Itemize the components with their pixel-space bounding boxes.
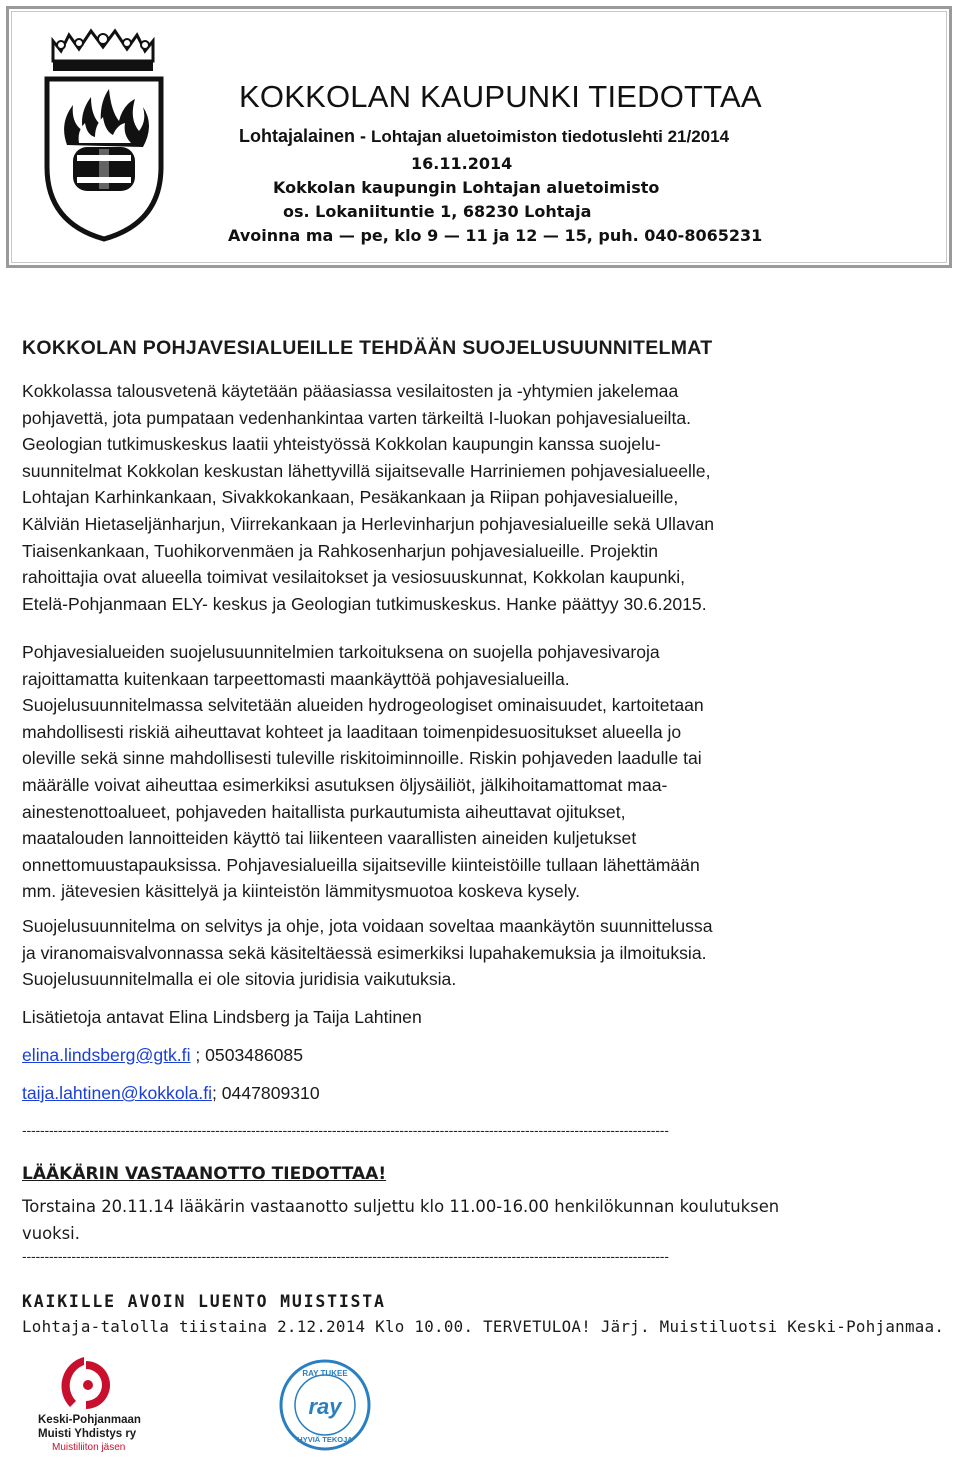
text-line: pohjavettä, jota pumpataan vedenhankintaa varten tärkeiltä I-luokan pohjavesialueilta. bbox=[22, 407, 692, 428]
office-name: Kokkolan kaupungin Lohtajan aluetoimisto bbox=[273, 178, 660, 197]
logo-text-line-3: Muistiliiton jäsen bbox=[52, 1442, 126, 1453]
text-line: Pohjavesialueiden suojelusuunnitelmien tarkoituksena on suojella pohjavesivaroja bbox=[22, 642, 660, 662]
text-line: Tiaisenkankaan, Tuohikorvenmäen ja Rahkosenharjun pohjavesialueille. Projektin bbox=[22, 540, 659, 561]
phone-number: ; 0503486085 bbox=[190, 1045, 303, 1065]
text-line: mahdollisesti riskiä aiheuttavat kohteet ja laaditaan toimenpidesuositukset alueella jo bbox=[22, 721, 682, 742]
text-line: Etelä-Pohjanmaan ELY- keskus ja Geologian tutkimuskeskus. Hanke päättyy 30.6.2015. bbox=[22, 593, 707, 614]
newsletter-header bbox=[6, 6, 952, 268]
text-line: mm. jätevesien käsittelyä ja kiinteistön lämmitysmuotoa koskeva kysely. bbox=[22, 881, 580, 902]
text-line: rajoittamatta kuitenkaan tarpeettomasti maankäyttöä pohjavesialueilla. bbox=[22, 668, 570, 689]
text-line: Kälviän Hietaseljänharjun, Viirrekankaan ja Herlevinharjun pohjavesialueille sekä Ullavan bbox=[22, 513, 715, 534]
article-paragraph-1 bbox=[22, 378, 942, 617]
contact-intro: Lisätietoja antavat Elina Lindsberg ja Taija Lahtinen bbox=[22, 1007, 422, 1027]
ray-center-text: ray bbox=[308, 1394, 342, 1419]
dashed-divider: ------------------------------------------------------------------------------------------------------------------------------------------------ bbox=[22, 1250, 669, 1265]
text-line: Suojelusuunnitelmalla ei ole sitovia juridisia vaikutuksia. bbox=[22, 969, 457, 990]
text-line: rahoittajia ovat alueella toimivat vesilaitokset ja vesiosuuskunnat, Kokkolan kaupunki, bbox=[22, 567, 686, 588]
text-line: Kokkolassa talousvetenä käytetään pääasiassa vesilaitosten ja -yhtymien jakelemaa bbox=[22, 381, 679, 401]
text-line: Suojelusuunnitelmassa selvitetään alueiden hydrogeologiset ominaisuudet, kartoitetaan bbox=[22, 695, 704, 716]
text-line: onnettomuustapauksissa. Pohjavesialueilla sijaitseville kiinteistöille tullaan lähettämään bbox=[22, 854, 700, 875]
dashed-divider: ------------------------------------------------------------------------------------------------------------------------------------------------ bbox=[22, 1124, 669, 1139]
article-paragraph-3 bbox=[22, 913, 942, 993]
newsletter-date: 16.11.2014 bbox=[411, 154, 513, 173]
memory-association-logo-icon bbox=[34, 1355, 164, 1455]
logo-text-line-1: Keski-Pohjanmaan bbox=[38, 1414, 141, 1426]
text-line: vuoksi. bbox=[22, 1224, 80, 1243]
office-hours: Avoinna ma — pe, klo 9 — 11 ja 12 — 15, puh. 040-8065231 bbox=[228, 226, 763, 245]
phone-number: ; 0447809310 bbox=[212, 1083, 320, 1103]
text-line: oleville sekä sinne mahdollisesti tuleville riskitoiminnoille. Riskin pohjaveden laadulle tai bbox=[22, 748, 702, 769]
text-line: maatalouden lannoitteiden käyttö tai liikenteen vaarallisten aineiden kuljetukset bbox=[22, 828, 637, 849]
doctor-notice-title: LÄÄKÄRIN VASTAANOTTO TIEDOTTAA! bbox=[22, 1164, 387, 1184]
text-line: Lohtajan Karhinkankaan, Sivakkokankaan, Pesäkankaan ja Riipan pohjavesialueille, bbox=[22, 487, 679, 508]
newsletter-subtitle bbox=[239, 126, 729, 147]
email-link-lahtinen[interactable]: taija.lahtinen@kokkola.fi bbox=[22, 1083, 212, 1103]
article-title: KOKKOLAN POHJAVESIALUEILLE TEHDÄÄN SUOJELUSUUNNITELMAT bbox=[22, 337, 713, 359]
office-address: os. Lokaniituntie 1, 68230 Lohtaja bbox=[283, 202, 592, 221]
ray-top-text: RAY TUKEE bbox=[302, 1369, 348, 1378]
text-line: määrälle voivat aiheuttaa esimerkiksi asutuksen öljysäiliöt, jälkihoitamattomat maa- bbox=[22, 774, 668, 795]
lecture-body: Lohtaja-talolla tiistaina 2.12.2014 Klo 10.00. TERVETULOA! Järj. Muistiluotsi Keski-Pohjanmaa. bbox=[22, 1317, 945, 1336]
doctor-notice-body bbox=[22, 1193, 942, 1247]
text-line: ainestenottoalueet, pohjaveden haitallista purkautumista aiheuttavat ojitukset, bbox=[22, 801, 626, 822]
text-line: suunnitelmat Kokkolan keskustan lähettyvillä sijaitsevalle Harriniemen pohjavesialueelle, bbox=[22, 460, 711, 481]
lecture-title: KAIKILLE AVOIN LUENTO MUISTISTA bbox=[22, 1292, 386, 1311]
subtitle-publication-desc: Lohtajan aluetoimiston tiedotuslehti 21/2014 bbox=[371, 127, 730, 146]
subtitle-publication-name: Lohtajalainen - bbox=[239, 126, 372, 146]
text-line: Suojelusuunnitelma on selvitys ja ohje, jota voidaan soveltaa maankäytön suunnittelussa bbox=[22, 916, 713, 936]
text-line: Torstaina 20.11.14 lääkärin vastaanotto suljettu klo 11.00-16.00 henkilökunnan koulutuksen bbox=[22, 1197, 780, 1216]
text-line: Geologian tutkimuskeskus laatii yhteistyössä Kokkolan kaupungin kanssa suojelu- bbox=[22, 434, 661, 455]
article-paragraph-2 bbox=[22, 639, 942, 905]
newsletter-title: KOKKOLAN KAUPUNKI TIEDOTTAA bbox=[239, 79, 762, 114]
contact-row-1 bbox=[22, 1042, 942, 1069]
contact-row-2 bbox=[22, 1080, 942, 1107]
ray-badge-icon bbox=[278, 1358, 372, 1452]
text-line: ja viranomaisvalvonnassa sekä käsiteltäessä esimerkiksi lupahakemuksia ja ilmoituksia. bbox=[22, 942, 707, 963]
city-coat-of-arms-icon bbox=[39, 27, 169, 242]
ray-bottom-text: HYVIÄ TEKOJA bbox=[297, 1435, 353, 1444]
logo-text-line-2: Muisti Yhdistys ry bbox=[38, 1428, 137, 1440]
email-link-lindsberg[interactable]: elina.lindsberg@gtk.fi bbox=[22, 1045, 191, 1065]
